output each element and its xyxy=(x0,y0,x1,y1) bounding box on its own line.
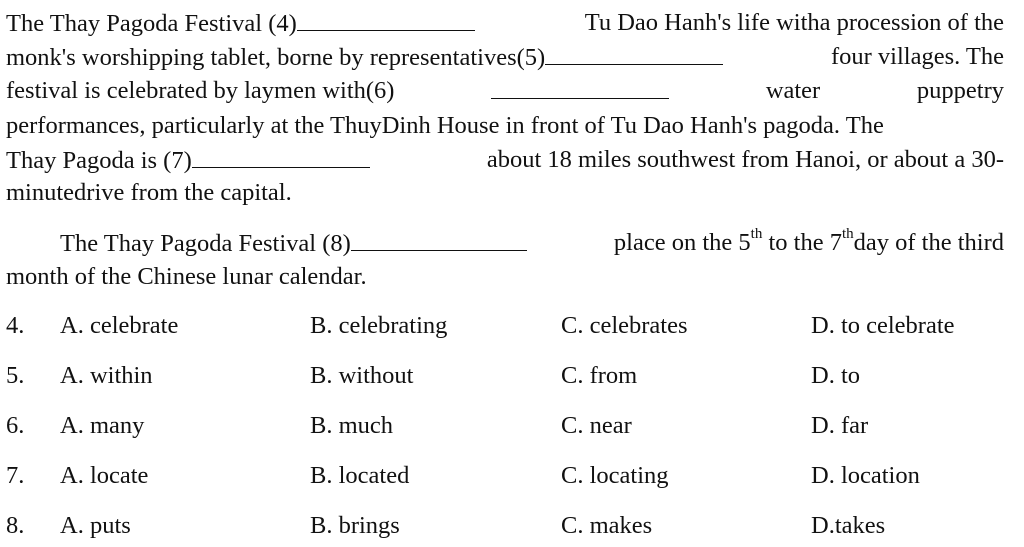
superscript: th xyxy=(841,225,854,242)
question-number: 6. xyxy=(6,412,25,439)
question-number: 5. xyxy=(6,362,25,389)
option-d[interactable]: D. location xyxy=(811,462,920,489)
passage-line-6 xyxy=(6,178,292,208)
passage-text-segment: The Thay Pagoda Festival (8) xyxy=(60,230,351,257)
option-d[interactable]: D. far xyxy=(811,412,869,439)
passage-text xyxy=(6,145,370,176)
passage-text xyxy=(6,42,723,73)
passage-text-segment: to the 7 xyxy=(762,229,842,256)
question-row xyxy=(0,311,1024,341)
question-row xyxy=(0,361,1024,391)
passage-text-segment: Thay Pagoda is (7) xyxy=(6,147,192,174)
question-number: 4. xyxy=(6,312,25,339)
passage-text-segment: minutedrive from the capital. xyxy=(6,179,292,206)
passage-text xyxy=(613,225,1004,259)
option-b[interactable]: B. without xyxy=(310,362,414,389)
option-a[interactable]: A. puts xyxy=(60,512,131,539)
question-row xyxy=(0,411,1024,441)
option-a[interactable]: A. locate xyxy=(60,462,149,489)
question-row xyxy=(0,461,1024,491)
passage-text-segment: puppetry xyxy=(916,77,1004,104)
option-d[interactable]: D. to celebrate xyxy=(811,312,955,339)
blank-4 xyxy=(297,8,475,31)
option-d[interactable]: D.takes xyxy=(811,512,886,539)
passage-text-segment: four villages. The xyxy=(830,43,1004,70)
option-d[interactable]: D. to xyxy=(811,362,860,389)
passage-text-segment: festival is celebrated by laymen with(6) xyxy=(6,77,395,104)
option-c[interactable]: C. celebrates xyxy=(561,312,688,339)
passage-line-7 xyxy=(60,225,1004,259)
question-number: 7. xyxy=(6,462,25,489)
passage-text-segment: day of the third xyxy=(853,229,1004,256)
option-c[interactable]: C. near xyxy=(561,412,632,439)
passage-line-8 xyxy=(6,262,367,292)
blank-7 xyxy=(192,145,370,168)
option-a[interactable]: A. within xyxy=(60,362,153,389)
passage-text-segment: monk's worshipping tablet, borne by representatives(5) xyxy=(6,44,546,71)
passage-text-segment: The Thay Pagoda Festival (4) xyxy=(6,10,297,37)
passage-text-segment: performances, particularly at the ThuyDinh House in front of Tu Dao Hanh's pagoda. The xyxy=(6,112,884,139)
question-number: 8. xyxy=(6,512,25,539)
passage-text xyxy=(6,8,475,39)
option-a[interactable]: A. celebrate xyxy=(60,312,179,339)
option-a[interactable]: A. many xyxy=(60,412,145,439)
passage-line-3 xyxy=(6,76,1004,106)
superscript: th xyxy=(750,225,763,242)
option-b[interactable]: B. located xyxy=(310,462,410,489)
passage-text-segment: about 18 miles southwest from Hanoi, or about a 30- xyxy=(486,146,1004,173)
passage-text-segment: water xyxy=(765,77,821,104)
passage-line-5 xyxy=(6,145,1004,176)
option-b[interactable]: B. much xyxy=(310,412,394,439)
passage-line-4 xyxy=(6,111,1004,141)
blank-6 xyxy=(491,76,669,99)
blank-8 xyxy=(351,228,527,251)
option-b[interactable]: B. brings xyxy=(310,512,400,539)
passage-text xyxy=(60,228,527,259)
passage-line-1 xyxy=(6,8,1004,39)
option-b[interactable]: B. celebrating xyxy=(310,312,448,339)
passage-line-2 xyxy=(6,42,1004,73)
passage-text-segment: Tu Dao Hanh's life witha procession of the xyxy=(584,9,1004,36)
passage-text-segment: month of the Chinese lunar calendar. xyxy=(6,263,367,290)
blank-5 xyxy=(545,42,723,65)
option-c[interactable]: C. locating xyxy=(561,462,669,489)
question-row xyxy=(0,511,1024,541)
option-c[interactable]: C. makes xyxy=(561,512,653,539)
passage-text-segment: place on the 5 xyxy=(613,229,751,256)
option-c[interactable]: C. from xyxy=(561,362,638,389)
